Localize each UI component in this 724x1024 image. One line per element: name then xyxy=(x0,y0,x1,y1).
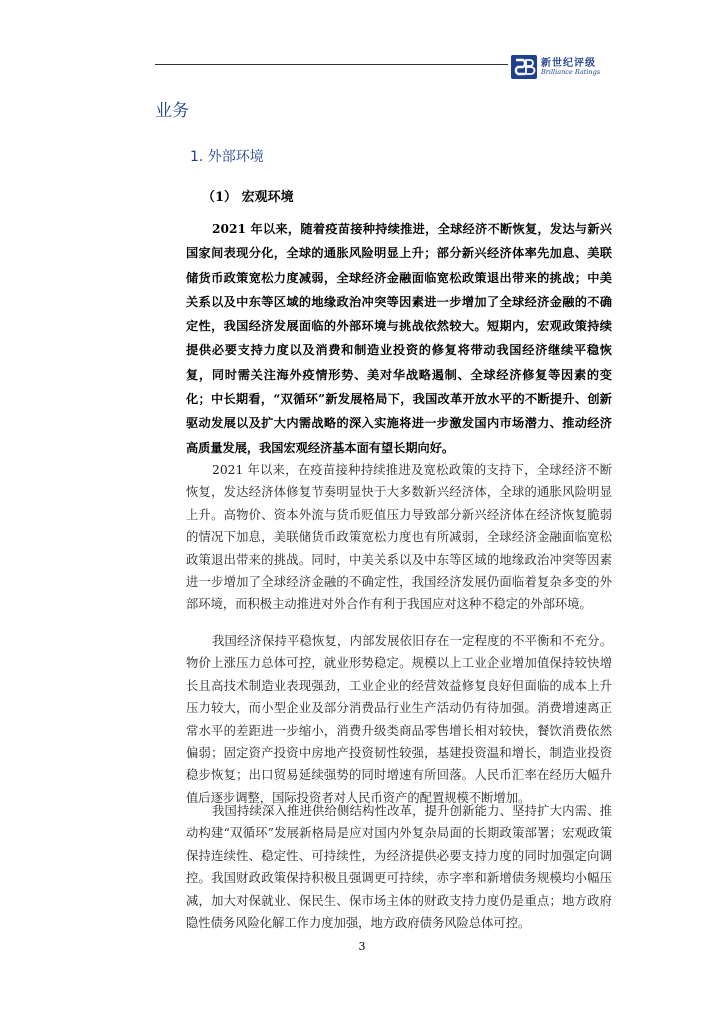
page-number: 3 xyxy=(358,940,366,953)
subsubsection-title: （1） 宏观环境 xyxy=(202,190,294,205)
summary-paragraph: 2021 年以来，随着疫苗接种持续推进，全球经济不断恢复，发达与新兴国家间表现分化，全球的通胀风险明显上升；部分新兴经济体率先加息、美联储货币政策宽松力度减弱，全球经济金融面临宽松政策退出带来的挑战；中美关系以及中东等区域的地缘政治冲突等因素进一步增加了全球经济金融的不确定性，我国经济发展面临的外部环境与挑战依然较大。短期内，宏观政策持续提供必要支持力度以及消费和制造业投资的修复将带动我国经济继续平稳恢复，同时需关注海外疫情形势、美对华战略遏制、全球经济修复等因素的变化；中长期看，“双循环”新发展格局下，我国改革开放水平的不断提升、创新驱动发展以及扩大内需战略的深入实施将进一步激发国内市场潜力、推动经济高质量发展，我国宏观经济基本面有望长期向好。 xyxy=(186,222,612,455)
logo-name-cn: 新世纪评级 xyxy=(541,58,596,69)
header-rule xyxy=(155,64,508,65)
company-logo xyxy=(511,53,631,83)
body-paragraph-2: 我国经济保持平稳恢复，内部发展依旧存在一定程度的不平衡和不充分。物价上涨压力总体可控，就业形势稳定。规模以上工业企业增加值保持较快增长且高技术制造业表现强劲，工业企业的经营效益修复良好但面临的成本上升压力较大，而小型企业及部分消费品行业生产活动仍有待加强。消费增速离正常水平的差距进一步缩小，消费升级类商品零售增长相对较快，餐饮消费依然偏弱；固定资产投资中房地产投资韧性较强，基建投资温和增长，制造业投资稳步恢复；出口贸易延续强势的同时增速有所回落。人民币汇率在经历大幅升值后逐步调整，国际投资者对人民币资产的配置规模不断增加。 xyxy=(186,634,612,805)
body-paragraph-1: 2021 年以来，在疫苗接种持续推进及宽松政策的支持下，全球经济不断恢复，发达经济体修复节奏明显快于大多数新兴经济体，全球的通胀风险明显上升。高物价、资本外流与货币贬值压力导致部分新兴经济体在经济恢复脆弱的情况下加息，美联储货币政策宽松力度也有所减弱，全球经济金融面临宽松政策退出带来的挑战。同时，中美关系以及中东等区域的地缘政治冲突等因素进一步增加了全球经济金融的不确定性，我国经济发展仍面临着复杂多变的外部环境，而积极主动推进对外合作有利于我国应对这种不稳定的外部环境。 xyxy=(186,463,612,612)
brilliance-ratings-logo-icon xyxy=(511,55,537,79)
section-title: 业务 xyxy=(155,101,189,121)
body-paragraph-3: 我国持续深入推进供给侧结构性改革，提升创新能力、坚持扩大内需、推动构建“双循环”发展新格局是应对国内外复杂局面的长期政策部署；宏观政策保持连续性、稳定性、可持续性，为经济提供必要支持力度的同时加强定向调控。我国财政政策保持积极且强调更可持续，赤字率和新增债务规模均小幅压减，加大对保就业、保民生、保市场主体的财政支持力度仍是重点；地方政府隐性债务风险化解工作力度加强，地方政府债务风险总体可控。 xyxy=(186,804,612,931)
subsection-title: 1. 外部环境 xyxy=(190,149,264,165)
logo-name-en: Brilliance Ratings xyxy=(541,68,601,76)
